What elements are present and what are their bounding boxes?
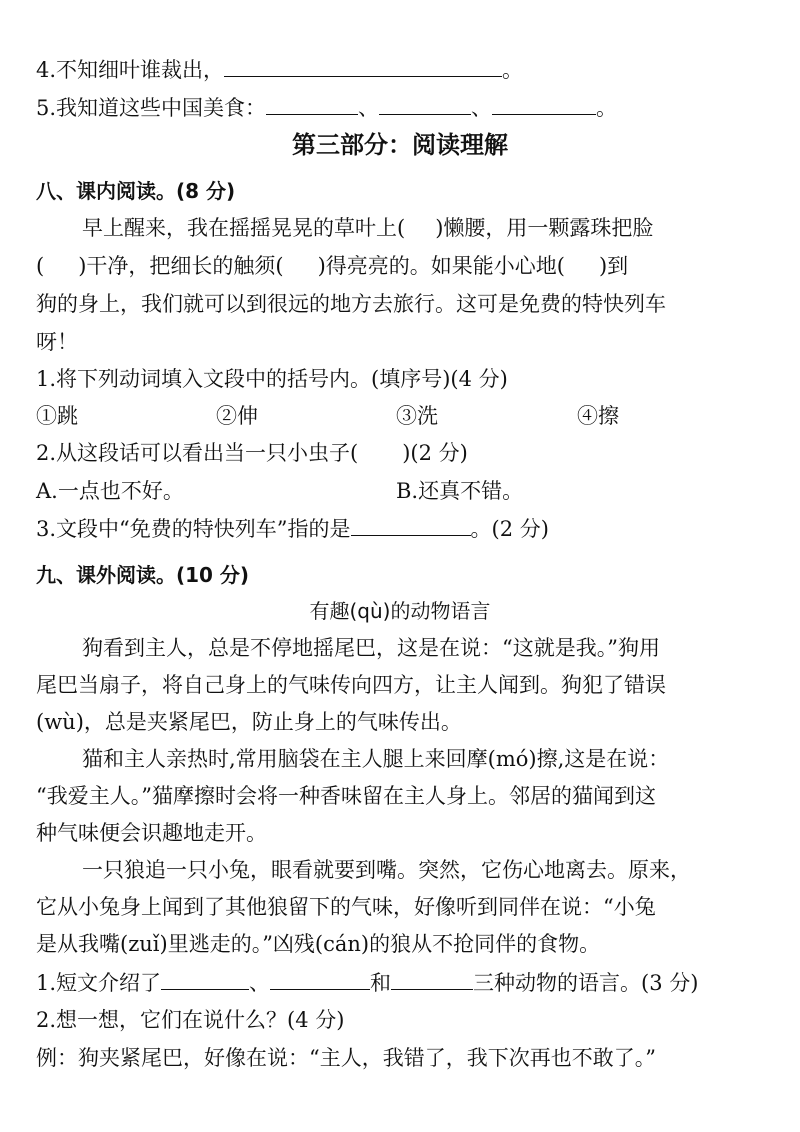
item-4-blank[interactable]	[224, 54, 502, 77]
option-3: ③洗	[396, 404, 438, 428]
part-3-title: 第三部分：阅读理解	[292, 130, 508, 159]
passage-9-p2-line-3: 种气味便会识趣地走开。	[36, 821, 267, 845]
passage-9-title: 有趣(qù)的动物语言	[309, 599, 491, 623]
section-9-heading: 九、课外阅读。(10 分)	[36, 563, 250, 587]
animal-blank-1[interactable]	[161, 967, 249, 990]
item-5-text: 5.我知道这些中国美食：	[36, 96, 267, 120]
section-9-example: 例：狗夹紧尾巴，好像在说：“主人，我错了，我下次再也不敢了。”	[36, 1046, 656, 1070]
section-8-question-2-options	[36, 476, 770, 506]
animal-blank-2[interactable]	[270, 967, 370, 990]
item-5-blank-2[interactable]	[379, 92, 471, 115]
passage-9-p1-line-2: 尾巴当扇子，将自己身上的气味传向四方，让主人闻到。狗犯了错误	[36, 673, 666, 697]
passage-9-p1-line-3: (wù)，总是夹紧尾巴，防止身上的气味传出。	[36, 710, 462, 734]
question-2-option-a: A.一点也不好。	[36, 479, 184, 503]
item-5-blank-3[interactable]	[492, 92, 596, 115]
section-8-question-2: 2.从这段话可以看出当一只小虫子( )(2 分)	[36, 441, 468, 465]
passage-9-p3-line-3: 是从我嘴(zuǐ)里逃走的。”凶残(cán)的狼从不抢同伴的食物。	[36, 932, 601, 956]
section-8-question-1: 1.将下列动词填入文段中的括号内。(填序号)(4 分)	[36, 367, 508, 391]
item-4-text: 4.不知细叶谁裁出，	[36, 58, 225, 82]
passage-9-p3-line-1: 一只狼追一只小兔，眼看就要到嘴。突然，它伤心地离去。原来，	[82, 858, 691, 882]
section-9-question-1: 1.短文介绍了 、 和 三种动物的语言。(3 分)	[36, 967, 770, 998]
option-4: ④擦	[577, 404, 619, 428]
section-8-question-3: 3.文段中“免费的特快列车”指的是 。(2 分)	[36, 513, 770, 544]
passage-8-line-3: 狗的身上，我们就可以到很远的地方去旅行。这可是免费的特快列车	[36, 292, 666, 316]
section-8-options	[36, 401, 770, 431]
option-2: ②伸	[216, 404, 258, 428]
passage-8-line-2: ( )干净，把细长的触须( )得亮亮的。如果能小心地( )到	[36, 254, 629, 278]
item-5-blank-1[interactable]	[266, 92, 358, 115]
animal-blank-3[interactable]	[391, 967, 473, 990]
passage-9-p2-line-1: 猫和主人亲热时,常用脑袋在主人腿上来回摩(mó)擦,这是在说：	[82, 747, 670, 771]
question-2-option-b: B.还真不错。	[396, 479, 524, 503]
option-1: ①跳	[36, 404, 78, 428]
passage-8-line-1: 早上醒来，我在摇摇晃晃的草叶上( )懒腰，用一颗露珠把脸	[82, 216, 654, 240]
section-8-heading: 八、课内阅读。(8 分)	[36, 179, 236, 203]
passage-9-p1-line-1: 狗看到主人，总是不停地摇尾巴，这是在说：“这就是我。”狗用	[82, 636, 660, 660]
section-9-question-2: 2.想一想，它们在说什么？(4 分)	[36, 1008, 345, 1032]
item-4: 4.不知细叶谁裁出， 。	[36, 54, 770, 85]
question-3-blank[interactable]	[351, 513, 471, 536]
passage-8-line-4: 呀！	[36, 330, 78, 354]
passage-9-p3-line-2: 它从小兔身上闻到了其他狼留下的气味，好像听到同伴在说：“小兔	[36, 895, 656, 919]
item-5: 5.我知道这些中国美食： 、 、 。	[36, 92, 770, 123]
passage-9-p2-line-2: “我爱主人。”猫摩擦时会将一种香味留在主人身上。邻居的猫闻到这	[36, 784, 656, 808]
